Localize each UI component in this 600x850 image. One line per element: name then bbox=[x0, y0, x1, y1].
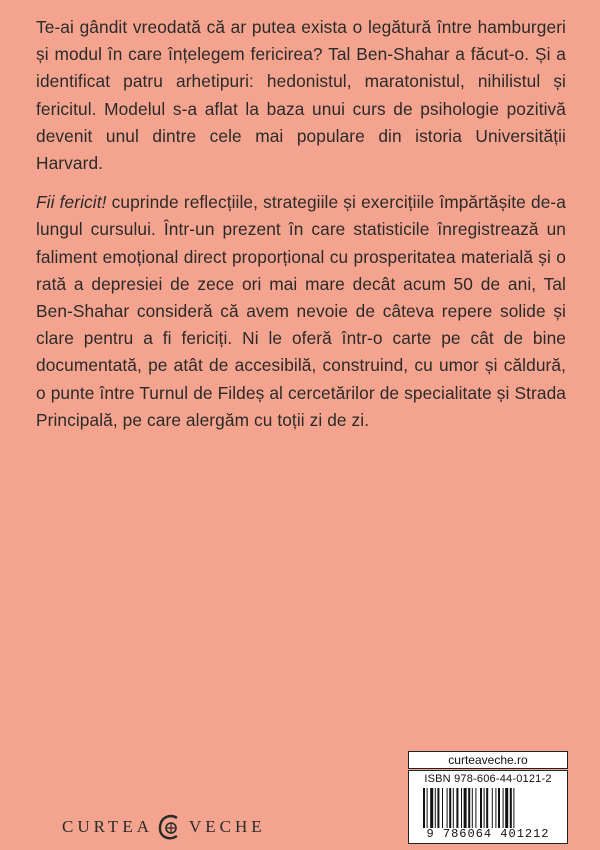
barcode-box bbox=[408, 770, 568, 844]
barcode-bar bbox=[464, 788, 467, 828]
barcode-bar bbox=[480, 788, 482, 828]
barcode-bar bbox=[472, 788, 473, 828]
barcode-bar bbox=[430, 788, 433, 828]
publisher-right-word: VECHE bbox=[188, 817, 266, 836]
barcode-bar bbox=[447, 788, 448, 828]
website-label: curteaveche.ro bbox=[408, 751, 568, 769]
back-cover-text bbox=[36, 14, 566, 434]
barcode-bar bbox=[486, 788, 488, 828]
description-paragraph-2 bbox=[36, 189, 566, 434]
description-paragraph-2-text: cuprinde reflecțiile, strategiile și exercițiile împărtășite de-a lungul cursului. Într-un prezent în care statisticile înregistrează un faliment emoțional direct proporțional cu prosperitatea materială și o rată a depresiei de zece ori mai mare decât acum 50 de ani, Tal Ben-Shahar consideră că avem nevoie de câteva repere solide și clare pentru a fi fericiți. Ni le oferă într-o carte pe cât de bine documentată, pe atât de accesibilă, construind, cu umor și căldură, o punte între Turnul de Fildeș al cercetărilor de specialitate și Strada Principală, pe care alergăm cu toții zi de zi. bbox=[36, 192, 566, 430]
barcode-bar bbox=[475, 788, 476, 828]
publisher-logo bbox=[62, 812, 266, 842]
barcode-digits: 9 786064 401212 bbox=[426, 827, 550, 841]
barcode-bar bbox=[423, 788, 425, 828]
barcode-bar bbox=[442, 788, 443, 828]
barcode-bar bbox=[453, 788, 454, 828]
barcode-bar bbox=[456, 788, 458, 828]
barcode-bar bbox=[510, 788, 512, 828]
barcode-bar bbox=[427, 788, 428, 828]
barcode-bar bbox=[437, 788, 439, 828]
barcode-bar bbox=[435, 788, 436, 828]
barcode-bar bbox=[484, 788, 485, 828]
publisher-left-word: CURTEA bbox=[62, 817, 153, 836]
isbn-label: ISBN 978-606-44-0121-2 bbox=[424, 773, 552, 785]
barcode-icon bbox=[423, 788, 553, 828]
barcode-bar bbox=[468, 788, 470, 828]
description-paragraph-1: Te-ai gândit vreodată că ar putea exista o legătură între hamburgeri și modul în care înțelegem fericirea? Tal Ben-Shahar a făcut-o. Și a identificat patru arhetipuri: hedonistul, maratonistul, nihilistul și fericitul. Modelul s-a aflat la baza unui curs de psihologie pozitivă devenit unul dintre cele mai populare din istoria Universității Harvard. bbox=[36, 17, 566, 174]
barcode-bar bbox=[495, 788, 496, 828]
barcode-bar bbox=[492, 788, 493, 828]
barcode-bar bbox=[513, 788, 514, 828]
book-title-italic: Fii fericit! bbox=[36, 192, 107, 213]
barcode-bar bbox=[498, 788, 500, 828]
barcode-bar bbox=[505, 788, 508, 828]
barcode-bar bbox=[461, 788, 462, 828]
barcode-bar bbox=[449, 788, 451, 828]
barcode-bar bbox=[503, 788, 504, 828]
curtea-veche-logo-icon bbox=[157, 812, 183, 842]
